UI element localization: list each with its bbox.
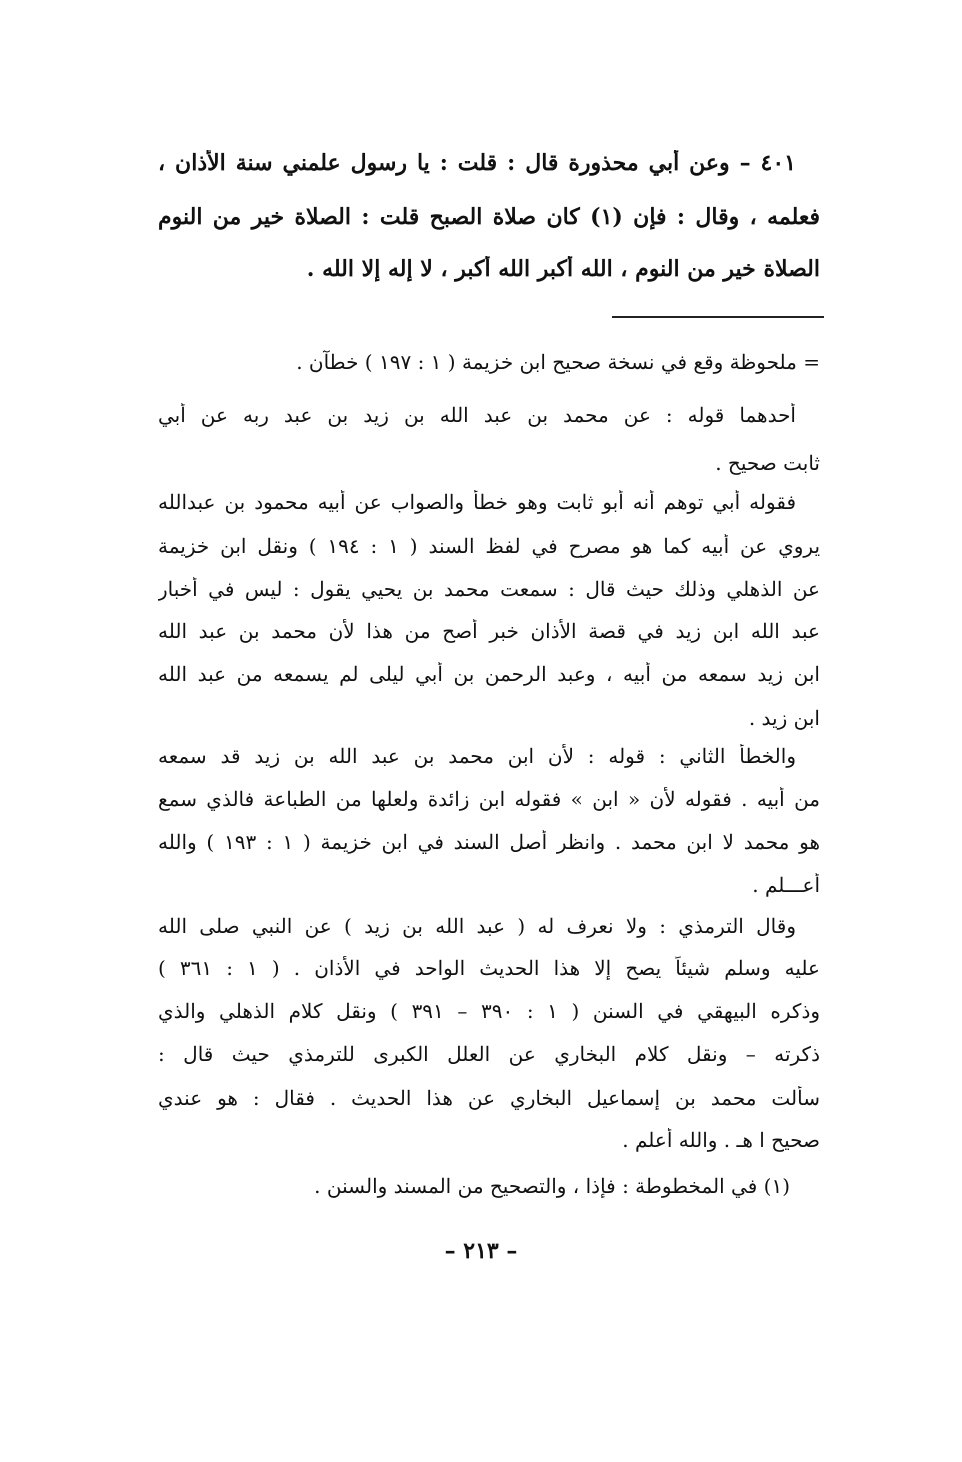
commentary-line: وذكره البيهقي في السنن ( ١ : ٣٩٠ – ٣٩١ ) ونقل كلام الذهلي والذي — [158, 999, 820, 1023]
commentary-line: ذكرته – ونقل كلام البخاري عن العلل الكبرى للترمذي حيث قال : — [158, 1042, 820, 1066]
commentary-line: عن الذهلي وذلك حيث قال : سمعت محمد بن يحيي يقول : ليس في أخبار — [158, 577, 820, 601]
hadith-line: ٤٠١ – وعن أبي محذورة قال : قلت : يا رسول علمني سنة الأذان ، — [158, 150, 796, 176]
commentary-line: ابن زيد سمعه من أبيه ، وعبد الرحمن بن أبي ليلى لم يسمعه من عبد الله — [158, 662, 820, 686]
page-number: – ٢١٣ – — [444, 1238, 518, 1264]
commentary-line: يروي عن أبيه كما هو مصرح في لفظ السند ( ١ : ١٩٤ ) ونقل ابن خزيمة — [158, 534, 820, 558]
commentary-line: هو محمد لا ابن محمد . وانظر أصل السند في ابن خزيمة ( ١ : ١٩٣ ) والله — [158, 830, 820, 854]
commentary-line: فقوله أبي توهم أنه أبو ثابت وهو خطأ والصواب عن أبيه محمود بن عبدالله — [158, 490, 796, 514]
commentary-line: أحدهما قوله : عن محمد بن عبد الله بن زيد بن عبد ربه عن أبي — [158, 403, 796, 427]
commentary-line: صحيح ا هـ . والله أعلم . — [622, 1128, 820, 1152]
commentary-line: والخطأ الثاني : قوله : لأن ابن محمد بن عبد الله بن زيد قد سمعه — [158, 744, 796, 768]
hadith-line: الصلاة خير من النوم ، الله أكبر الله أكبر ، لا إله إلا الله . — [306, 256, 820, 282]
hadith-line: فعلمه ، وقال : فإن (١) كان صلاة الصبح قلت : الصلاة خير من النوم — [158, 204, 820, 230]
footnote-separator-rule — [612, 316, 824, 318]
commentary-line: عليه وسلم شيئاً يصح إلا هذا الحديث الواحد في الأذان . ( ١ : ٣٦١ ) — [158, 956, 820, 980]
commentary-line: وقال الترمذي : ولا نعرف له ( عبد الله بن زيد ) عن النبي صلى الله — [158, 914, 796, 938]
commentary-line: ابن زيد . — [748, 706, 820, 730]
commentary-line: من أبيه . فقوله لأن « ابن » فقوله ابن زائدة ولعلها من الطباعة فالذي سمع — [158, 787, 820, 811]
commentary-line: = ملحوظة وقع في نسخة صحيح ابن خزيمة ( ١ : ١٩٧ ) خطآن . — [296, 350, 820, 374]
footnote: (١) في المخطوطة : فإذا ، والتصحيح من المسند والسنن . — [314, 1174, 790, 1198]
commentary-line: سألت محمد بن إسماعيل البخاري عن هذا الحديث . فقال : هو عندي — [158, 1086, 820, 1110]
commentary-line: أعـــلم . — [752, 873, 820, 897]
commentary-line: عبد الله ابن زيد في قصة الأذان خبر أصح من هذا لأن محمد بن عبد الله — [158, 619, 820, 643]
commentary-line: ثابت صحيح . — [715, 451, 820, 475]
